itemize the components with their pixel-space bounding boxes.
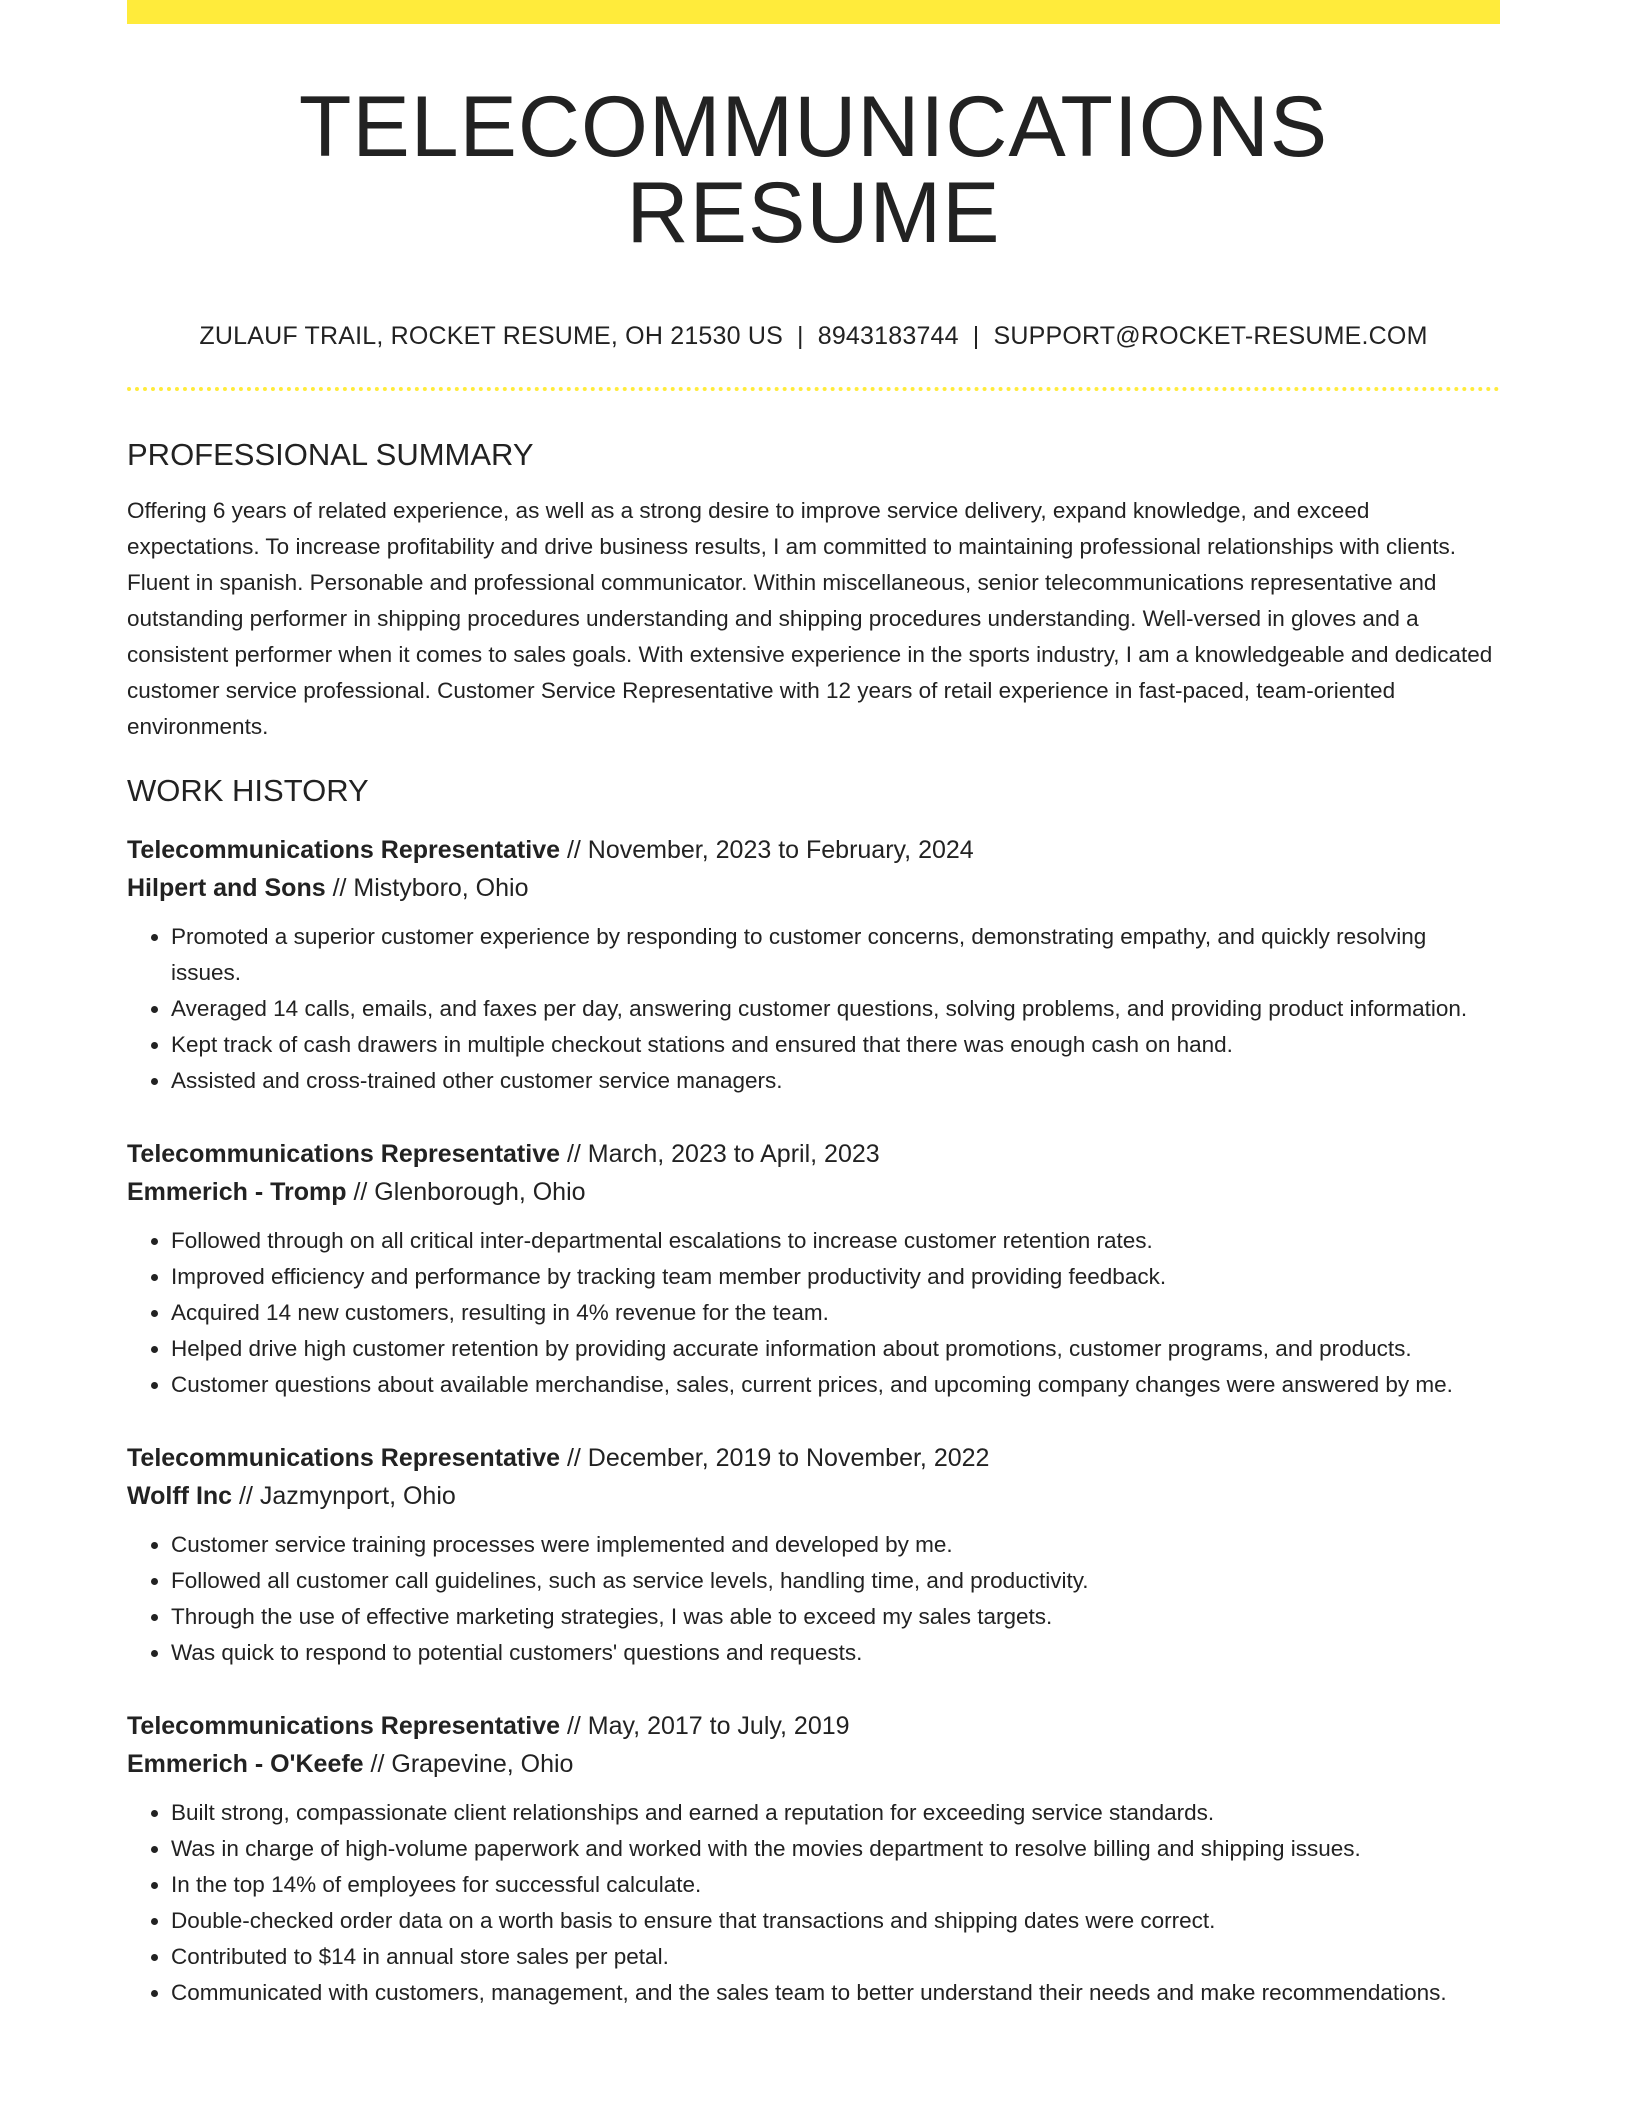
job-company-line [127,869,1500,907]
job-bullet: • Customer questions about available merchandise, sales, current prices, and upcoming company changes were answered by me. [171,1367,1500,1403]
job-bullet: • Customer service training processes were implemented and developed by me. [171,1527,1500,1563]
job-entry [127,831,1500,1099]
summary-heading: PROFESSIONAL SUMMARY [127,437,534,472]
contact-address: ZULAUF TRAIL, ROCKET RESUME, OH 21530 US [199,322,784,350]
job-company: Emmerich - Tromp [127,1178,347,1206]
job-entry [127,1707,1500,2011]
job-bullet: • Built strong, compassionate client relationships and earned a reputation for exceeding service standards. [171,1795,1500,1831]
job-title-line [127,1707,1500,1745]
job-location: // Jazmynport, Ohio [239,1482,456,1510]
job-bullet: • Promoted a superior customer experience by responding to customer concerns, demonstrating empathy, and quickly resolving issues. [171,919,1500,991]
contact-phone: 8943183744 [817,322,959,350]
resume-content [127,0,1500,2011]
job-bullet: • In the top 14% of employees for successful calculate. [171,1867,1500,1903]
job-location: // Glenborough, Ohio [353,1178,586,1206]
job-company: Hilpert and Sons [127,874,326,902]
job-bullet: • Communicated with customers, management, and the sales team to better understand their needs and make recommendations. [171,1975,1500,2011]
job-title-line [127,1135,1500,1173]
job-bullet-list [127,1527,1500,1671]
job-bullet: • Averaged 14 calls, emails, and faxes per day, answering customer questions, solving problems, and providing product information. [171,991,1500,1027]
job-entry [127,1439,1500,1671]
job-title: Telecommunications Representative [127,1712,561,1740]
job-bullet: • Assisted and cross-trained other customer service managers. [171,1063,1500,1099]
job-company-line [127,1745,1500,1783]
job-bullet-list [127,919,1500,1099]
job-bullet: • Was quick to respond to potential customers' questions and requests. [171,1635,1500,1671]
job-bullet: • Followed all customer call guidelines, such as service levels, handling time, and productivity. [171,1563,1500,1599]
dotted-divider [127,387,1500,391]
job-title-line [127,1439,1500,1477]
job-bullet: • Kept track of cash drawers in multiple checkout stations and ensured that there was enough cash on hand. [171,1027,1500,1063]
job-bullet: • Contributed to $14 in annual store sales per petal. [171,1939,1500,1975]
job-company: Emmerich - O'Keefe [127,1750,364,1778]
job-title: Telecommunications Representative [127,836,561,864]
job-location: // Grapevine, Ohio [370,1750,574,1778]
summary-text: Offering 6 years of related experience, as well as a strong desire to improve service delivery, expand knowledge, and exceed expectations. To increase profitability and drive business results, I am committed to maintaining professional relationships with clients. Fluent in spanish. Personable and professional communicator. Within miscellaneous, senior telecommunications representative and outstanding performer in shipping procedures understanding and shipping procedures understanding. Well-versed in gloves and a consistent performer when it comes to sales goals. With extensive experience in the sports industry, I am a knowledgeable and dedicated customer service professional. Customer Service Representative with 12 years of retail experience in fast-paced, team-oriented environments. [127,498,1493,739]
contact-line [127,322,1500,351]
job-bullet: • Was in charge of high-volume paperwork and worked with the movies department to resolve billing and shipping issues. [171,1831,1500,1867]
resume-title: TELECOMMUNICATIONS RESUME [298,79,1329,261]
job-company-line [127,1173,1500,1211]
job-bullet: • Helped drive high customer retention by providing accurate information about promotions, customer programs, and products. [171,1331,1500,1367]
job-title: Telecommunications Representative [127,1140,561,1168]
work-history-heading: WORK HISTORY [127,773,369,808]
contact-separator: | [972,322,980,350]
work-history-list [127,831,1500,2011]
job-dates: // November, 2023 to February, 2024 [566,836,974,864]
top-accent-bar [127,0,1500,24]
contact-email: SUPPORT@ROCKET-RESUME.COM [993,322,1428,350]
job-title-line [127,831,1500,869]
job-entry [127,1135,1500,1403]
job-title: Telecommunications Representative [127,1444,561,1472]
job-bullet: • Through the use of effective marketing strategies, I was able to exceed my sales targets. [171,1599,1500,1635]
job-bullet: • Acquired 14 new customers, resulting in 4% revenue for the team. [171,1295,1500,1331]
job-company: Wolff Inc [127,1482,233,1510]
job-company-line [127,1477,1500,1515]
job-bullet-list [127,1795,1500,2011]
job-bullet-list [127,1223,1500,1403]
contact-separator: | [797,322,804,350]
job-dates: // December, 2019 to November, 2022 [566,1444,990,1472]
job-dates: // May, 2017 to July, 2019 [566,1712,850,1740]
job-dates: // March, 2023 to April, 2023 [566,1140,880,1168]
job-location: // Mistyboro, Ohio [332,874,529,902]
job-bullet: • Double-checked order data on a worth basis to ensure that transactions and shipping dates were correct. [171,1903,1500,1939]
job-bullet: • Followed through on all critical inter-departmental escalations to increase customer retention rates. [171,1223,1500,1259]
job-bullet: • Improved efficiency and performance by tracking team member productivity and providing feedback. [171,1259,1500,1295]
